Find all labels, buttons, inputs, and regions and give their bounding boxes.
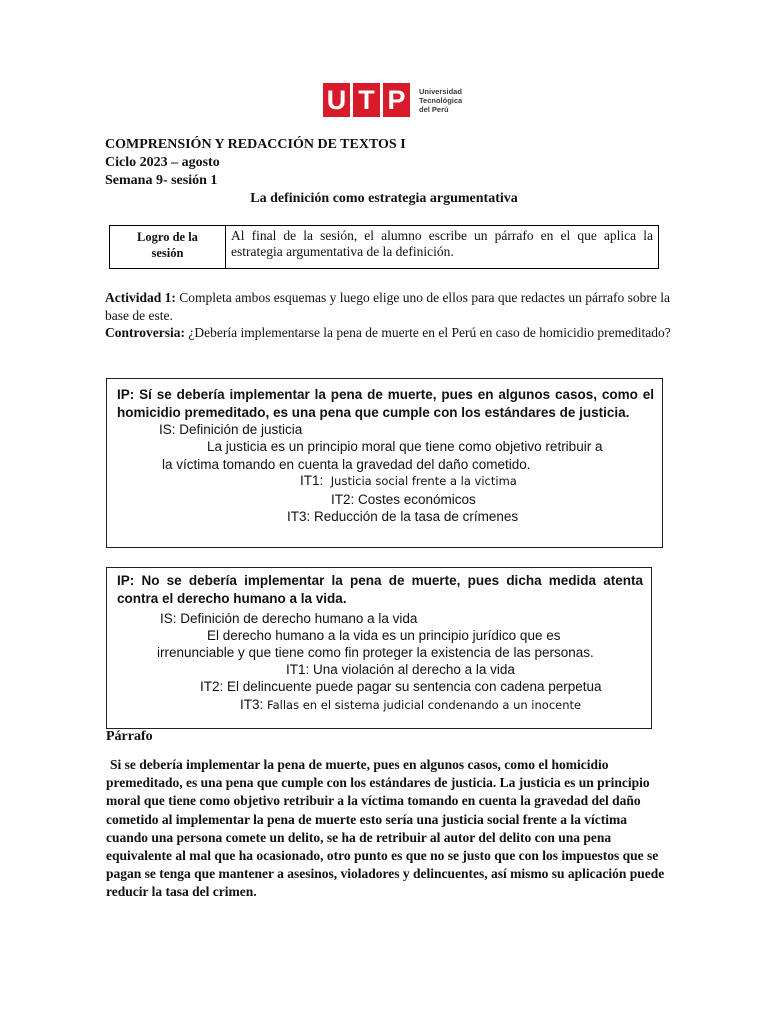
week-line: Semana 9- sesión 1 bbox=[105, 173, 218, 188]
logo-letter-t: T bbox=[353, 83, 380, 117]
cycle-line: Ciclo 2023 – agosto bbox=[105, 155, 220, 170]
scheme1-it2: IT2: Costes económicos bbox=[331, 492, 476, 507]
goal-text: Al final de la sesión, el alumno escribe un párrafo en el que aplica la estrategia argumentativa de la definición. bbox=[231, 228, 653, 259]
scheme2-it2: IT2: El delincuente puede pagar su sentencia con cadena perpetua bbox=[200, 679, 602, 694]
controversy-question: Controversia: ¿Debería implementarse la pena de muerte en el Perú en caso de homicidio premeditado? bbox=[105, 325, 671, 340]
scheme2-definition-line2: irrenunciable y que tiene como fin proteger la existencia de las personas. bbox=[157, 645, 594, 660]
activity-instruction: Actividad 1: Completa ambos esquemas y luego elige uno de ellos para que redactes un párrafo sobre la base de este. bbox=[105, 290, 670, 323]
scheme1-it1: IT1: Justicia social frente a la victima bbox=[300, 473, 517, 488]
scheme-box-yes bbox=[106, 378, 663, 548]
scheme2-ip: IP: No se debería implementar la pena de muerte, pues dicha medida atenta contra el derecho humano a la vida. bbox=[117, 573, 643, 606]
logo-text: Universidad Tecnológica del Perú bbox=[419, 86, 463, 114]
scheme1-definition-line2: la víctima tomando en cuenta la gravedad del daño cometido. bbox=[162, 457, 531, 472]
scheme-box-no bbox=[106, 567, 652, 729]
paragraph-text: Si se debería implementar la pena de muerte, pues en algunos casos, como el homicidio premeditado, es una pena que cumple con los estándares de justicia. La justicia es un principio moral que tiene como objetivo retribuir a la víctima tomando en cuenta la gravedad del daño cometido al implementar la pena de muerte esto sería una justicia social frente a la víctima cuando una persona comete un delito, se ha de retribuir al autor del delito con una pena equivalente al mal que ha ocasionado, otro punto es que no se justo que con los impuestos que se pagan se tenga que mantener a asesinos, violadores y delincuentes, así mismo su aplicación puede reducir la tasa del crimen. bbox=[106, 757, 665, 900]
logo-letter-p: P bbox=[383, 83, 410, 117]
scheme2-is: IS: Definición de derecho humano a la vida bbox=[160, 611, 418, 626]
page-title: La definición como estrategia argumentativa bbox=[250, 191, 518, 206]
scheme2-it1: IT1: Una violación al derecho a la vida bbox=[286, 662, 515, 677]
scheme1-is: IS: Definición de justicia bbox=[159, 422, 303, 437]
course-title: COMPRENSIÓN Y REDACCIÓN DE TEXTOS I bbox=[105, 137, 406, 152]
session-goal-table bbox=[109, 225, 659, 269]
utp-logo bbox=[323, 82, 462, 118]
paragraph-title: Párrafo bbox=[106, 729, 153, 744]
logo-letter-u: U bbox=[323, 83, 350, 117]
scheme1-it3: IT3: Reducción de la tasa de crímenes bbox=[287, 509, 519, 524]
scheme1-ip: IP: Sí se debería implementar la pena de muerte, pues en algunos casos, como el homicidio premeditado, es una pena que cumple con los estándares de justicia. bbox=[117, 387, 654, 420]
scheme2-it3: IT3: Fallas en el sistema judicial condenando a un inocente bbox=[240, 697, 582, 712]
scheme2-definition-line1: El derecho humano a la vida es un principio jurídico que es bbox=[207, 628, 561, 643]
goal-label: Logro de la sesión bbox=[110, 226, 226, 268]
scheme1-definition-line1: La justicia es un principio moral que tiene como objetivo retribuir a bbox=[207, 439, 603, 454]
